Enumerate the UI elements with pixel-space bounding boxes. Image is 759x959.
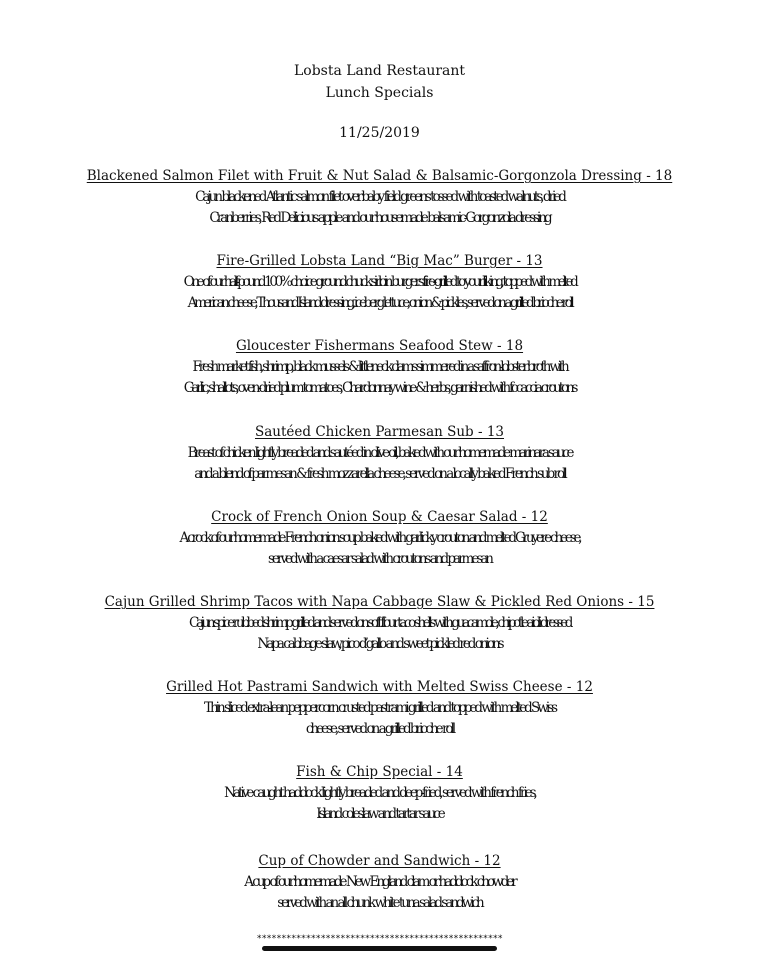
menu-item [0,592,759,655]
menu-item [0,166,759,229]
menu-item-description-line: Native caught haddock lightly breaded and deep-fried, served with french fries, [224,785,535,801]
menu-item-description-line: Cajun spice rubbed shrimp grilled and served on soft flour taco shells with guacamole, chipotle aioli dressed [188,615,570,631]
menu-item-title: Gloucester Fishermans Seafood Stew - 18 [235,338,524,354]
menu-item-description-line: served with an all chunk white tuna salad sandwich [277,895,482,911]
menu-item [0,507,759,570]
menu-item-title: Blackened Salmon Filet with Fruit & Nut Salad & Balsamic-Gorgonzola Dressing - 18 [86,168,673,184]
menu-item-description-line: American cheese, Thousand Island dressing, iceberg lettuce, onion & pickles, served on a grilled brioche roll [187,295,572,311]
restaurant-name: Lobsta Land Restaurant [293,63,466,79]
menu-item-description-line: Garlic, shallots, oven-dried plum tomatoes, Chardonnay wine & herbs, garnished with focaccia croutons [183,380,576,396]
menu-item-description-line: A crock of our homemade French onion soup baked with garlicky crouton and melted Gruyere cheese, [179,530,580,546]
menu-item-description-line: A cup of our homemade New England clam or haddock chowder [244,874,515,890]
menu-item-description-line: Fresh market fish, shrimp, black mussels & littleneck clams simmered in a saffron-lobster broth with [192,359,567,375]
menu-item [0,336,759,399]
menu-item-description-line: One of our half-pound 100% choice ground chuck sirloin burgers fire-grilled to your liking, topped with melted [183,274,576,290]
menu-item-description-line: Breast of chicken lightly breaded and sautéed in olive oil, baked with our homemade marinara sauce [187,445,572,461]
menu-item-description-line: Cranberries, Red Delicious apple and our housemade balsamic-Gorgonzola dressing [209,210,550,226]
menu-item-title: Sautéed Chicken Parmesan Sub - 13 [254,424,505,440]
menu-item [0,251,759,314]
menu-item-title: Grilled Hot Pastrami Sandwich with Melted Swiss Cheese - 12 [166,679,593,695]
menu-item-description-line: cheese, served on a grilled brioche roll [305,721,454,737]
menu-item-description-line: served with a caesar salad with croutons and parmesan [267,551,491,567]
menu-item-title: Crock of French Onion Soup & Caesar Salad - 12 [211,509,548,525]
menu-item [0,851,759,914]
menu-item-title: Cup of Chowder and Sandwich - 12 [258,853,501,869]
menu-item-description-line: and a blend of parmesan & fresh mozzarella cheese, served on a locally baked French sub roll [194,466,565,482]
footer-separator: ************************************************** [256,934,503,944]
menu-item [0,422,759,485]
menu-item-description-line: Thin sliced extra-lean peppercorn crusted pastrami grilled and topped with melted Swiss [203,700,556,716]
home-indicator-bar[interactable] [262,946,497,951]
menu-item-title: Cajun Grilled Shrimp Tacos with Napa Cabbage Slaw & Pickled Red Onions - 15 [104,594,655,610]
menu-subtitle: Lunch Specials [325,85,434,101]
menu-item-title: Fish & Chip Special - 14 [296,764,463,780]
menu-item-title: Fire-Grilled Lobsta Land “Big Mac” Burger - 13 [216,253,543,269]
menu-item-description-line: Napa cabbage slaw, pico d’gallo and sweet pickled red onions [257,636,502,652]
menu-date: 11/25/2019 [339,125,420,141]
menu-item [0,677,759,740]
menu-item-description-line: Cajun blackened Atlantic salmon filet over baby field greens tossed with toasted walnuts, dried [195,189,564,205]
menu-item-description-line: Island coleslaw and tartar sauce [316,806,443,822]
menu-item [0,762,759,825]
